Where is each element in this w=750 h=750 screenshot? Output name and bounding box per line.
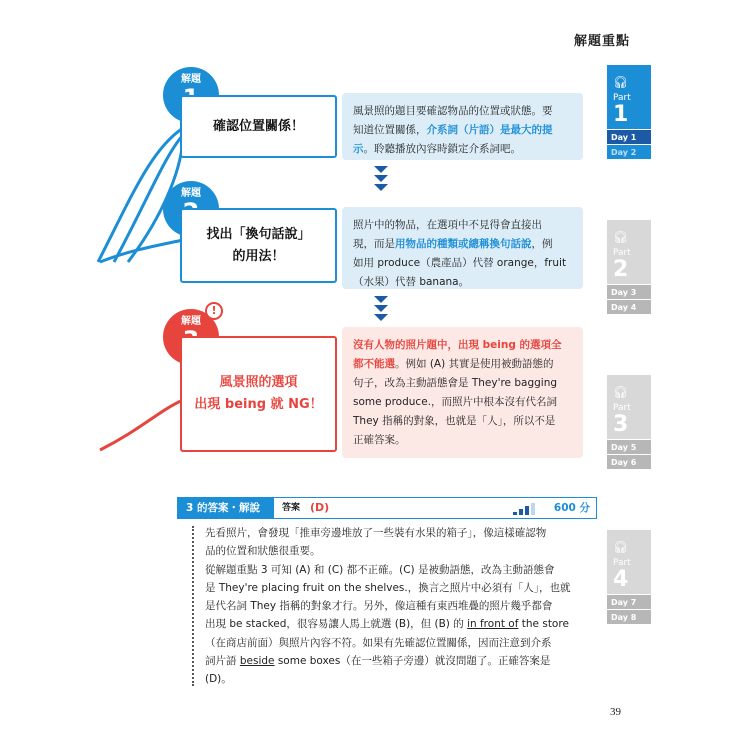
difficulty-bar xyxy=(513,512,517,515)
explanation-line: 詞片語 xyxy=(205,655,240,668)
step-2-desc-line: ，例 xyxy=(531,238,553,250)
step-2-title-line: 找出「換句話說」 xyxy=(206,226,311,242)
explanation-line: 先看照片，會發現「推車旁邊堆放了一些裝有水果的箱子」，像這樣確認物 xyxy=(205,527,547,539)
day-tab[interactable]: Day 4 xyxy=(607,299,651,314)
difficulty-bar xyxy=(519,509,523,515)
explanation-line: 是代名詞 They 指稱的對象才行。另外，像這種有東西堆疊的照片幾乎都會 xyxy=(205,600,553,613)
step-3-highlight: 都不能選 xyxy=(353,358,395,370)
step-1-desc-line: 風景照的題目要確認物品的位置或狀態。要 xyxy=(353,105,553,117)
step-2-title-box xyxy=(180,208,337,283)
part-number: 1 xyxy=(613,102,629,127)
part-label: Part xyxy=(613,558,631,568)
part-number: 2 xyxy=(613,257,629,282)
step-3-desc-line: 句子，改為主動語態會是 They're bagging xyxy=(353,377,558,389)
part-label: Part xyxy=(613,93,631,103)
step-3-description xyxy=(342,327,583,458)
step-3-title-box xyxy=(180,336,337,452)
warning-icon: ! xyxy=(205,302,223,320)
difficulty-bar xyxy=(525,506,529,515)
difficulty-bar xyxy=(531,503,535,515)
day-tab[interactable]: Day 3 xyxy=(607,284,651,299)
explanation-paragraph-1 xyxy=(205,524,593,561)
difficulty-bars-icon xyxy=(513,503,537,515)
explanation-line: （在商店前面）與照片內容不符。如果有先確認位置關係，因而注意到介系 xyxy=(205,636,552,649)
step-1-desc-line: 。聆聽播放內容時鎖定介系詞吧。 xyxy=(363,143,521,155)
step-2-desc-line: 現，而是 xyxy=(353,238,395,250)
underlined-phrase: beside xyxy=(239,655,275,668)
side-tab-part-3[interactable] xyxy=(607,375,651,469)
step-2-highlight: 用物品的種類或總稱換句話說 xyxy=(395,238,532,250)
step-3-title-line: 出現 being 就 NG！ xyxy=(194,397,323,412)
part-label: Part xyxy=(613,248,631,258)
step-3-desc-line: They 指稱的對象，也就是「人」，所以不是 xyxy=(353,415,556,427)
side-tab-part-1[interactable] xyxy=(607,65,651,159)
explanation-line: 是 They're placing fruit on the shelves.，換言之照片中必須有「人」，也就 xyxy=(205,581,571,594)
day-tab[interactable]: Day 1 xyxy=(607,129,651,144)
day-tab[interactable]: Day 5 xyxy=(607,439,651,454)
day-tab[interactable]: Day 6 xyxy=(607,454,651,469)
step-1-highlight: 示 xyxy=(353,143,364,155)
day-tab[interactable]: Day 7 xyxy=(607,594,651,609)
answer-title: 3 的答案・解說 xyxy=(178,498,274,518)
step-3-badge-label: 解題 xyxy=(181,316,201,327)
explanation-line: 出現 be stacked，很容易讓人馬上就選 (B)，但 (B) 的 xyxy=(205,618,468,631)
answer-explanation xyxy=(205,524,593,689)
answer-value: (D) xyxy=(310,501,330,514)
page-number: 39 xyxy=(610,706,621,718)
step-2-desc-line: （水果）代替 banana。 xyxy=(353,276,470,288)
step-1-title-box xyxy=(180,95,337,158)
explanation-paragraph-2 xyxy=(205,561,593,689)
explanation-line: (D)。 xyxy=(205,673,232,686)
part-number: 4 xyxy=(613,567,629,592)
step-2-title-line: 的用法！ xyxy=(232,248,285,264)
side-tab-part-4[interactable] xyxy=(607,530,651,624)
step-3-desc-line: some produce.，而照片中根本沒有代名詞 xyxy=(353,396,557,408)
step-2-desc-line: 照片中的物品，在選項中不見得會直接出 xyxy=(353,219,542,231)
headphones-icon: 🎧︎ xyxy=(613,75,629,89)
headphones-icon: 🎧︎ xyxy=(613,230,629,244)
answer-label: 答案 xyxy=(282,503,301,513)
headphones-icon: 🎧︎ xyxy=(613,540,629,554)
step-arrows-2 xyxy=(374,296,388,323)
step-3-desc-line: 。例如 (A) 其實是使用被動語態的 xyxy=(395,358,554,370)
explanation-line: some boxes（在一些箱子旁邊）就沒問題了。正確答案是 xyxy=(274,655,551,668)
step-arrows-1 xyxy=(374,166,388,193)
page-header-title: 解題重點 xyxy=(574,34,631,49)
headphones-icon: 🎧︎ xyxy=(613,385,629,399)
step-2-desc-line: 如用 produce（農產品）代替 orange，fruit xyxy=(353,257,567,269)
part-label: Part xyxy=(613,403,631,413)
step-3-title-line: 風景照的選項 xyxy=(219,375,298,390)
step-1-desc-line: 知道位置關係， xyxy=(353,124,427,136)
step-1-description xyxy=(342,93,583,160)
day-tab[interactable]: Day 2 xyxy=(607,144,651,159)
answer-header-bar xyxy=(177,497,597,519)
step-1-badge-label: 解題 xyxy=(181,74,201,85)
side-tab-part-2[interactable] xyxy=(607,220,651,314)
answer-time: 600 分 xyxy=(553,502,590,514)
step-3-desc-line: 正確答案。 xyxy=(353,434,406,446)
step-2-badge-label: 解題 xyxy=(181,188,201,199)
day-tab[interactable]: Day 8 xyxy=(607,609,651,624)
part-number: 3 xyxy=(613,412,629,437)
dotted-divider xyxy=(192,526,194,686)
step-2-description xyxy=(342,207,583,289)
explanation-line: 從解題重點 3 可知 (A) 和 (C) 都不正確。(C) 是被動語態，改為主動語態會 xyxy=(205,563,555,576)
step-1-highlight: 介系詞（片語）是最大的提 xyxy=(426,124,553,136)
explanation-line: 品的位置和狀態很重要。 xyxy=(205,545,321,558)
explanation-line: the store xyxy=(518,618,569,631)
underlined-phrase: in front of xyxy=(467,618,519,631)
step-1-title: 確認位置關係！ xyxy=(212,118,304,134)
step-3-highlight: 沒有人物的照片題中，出現 being 的選項全 xyxy=(353,339,562,351)
